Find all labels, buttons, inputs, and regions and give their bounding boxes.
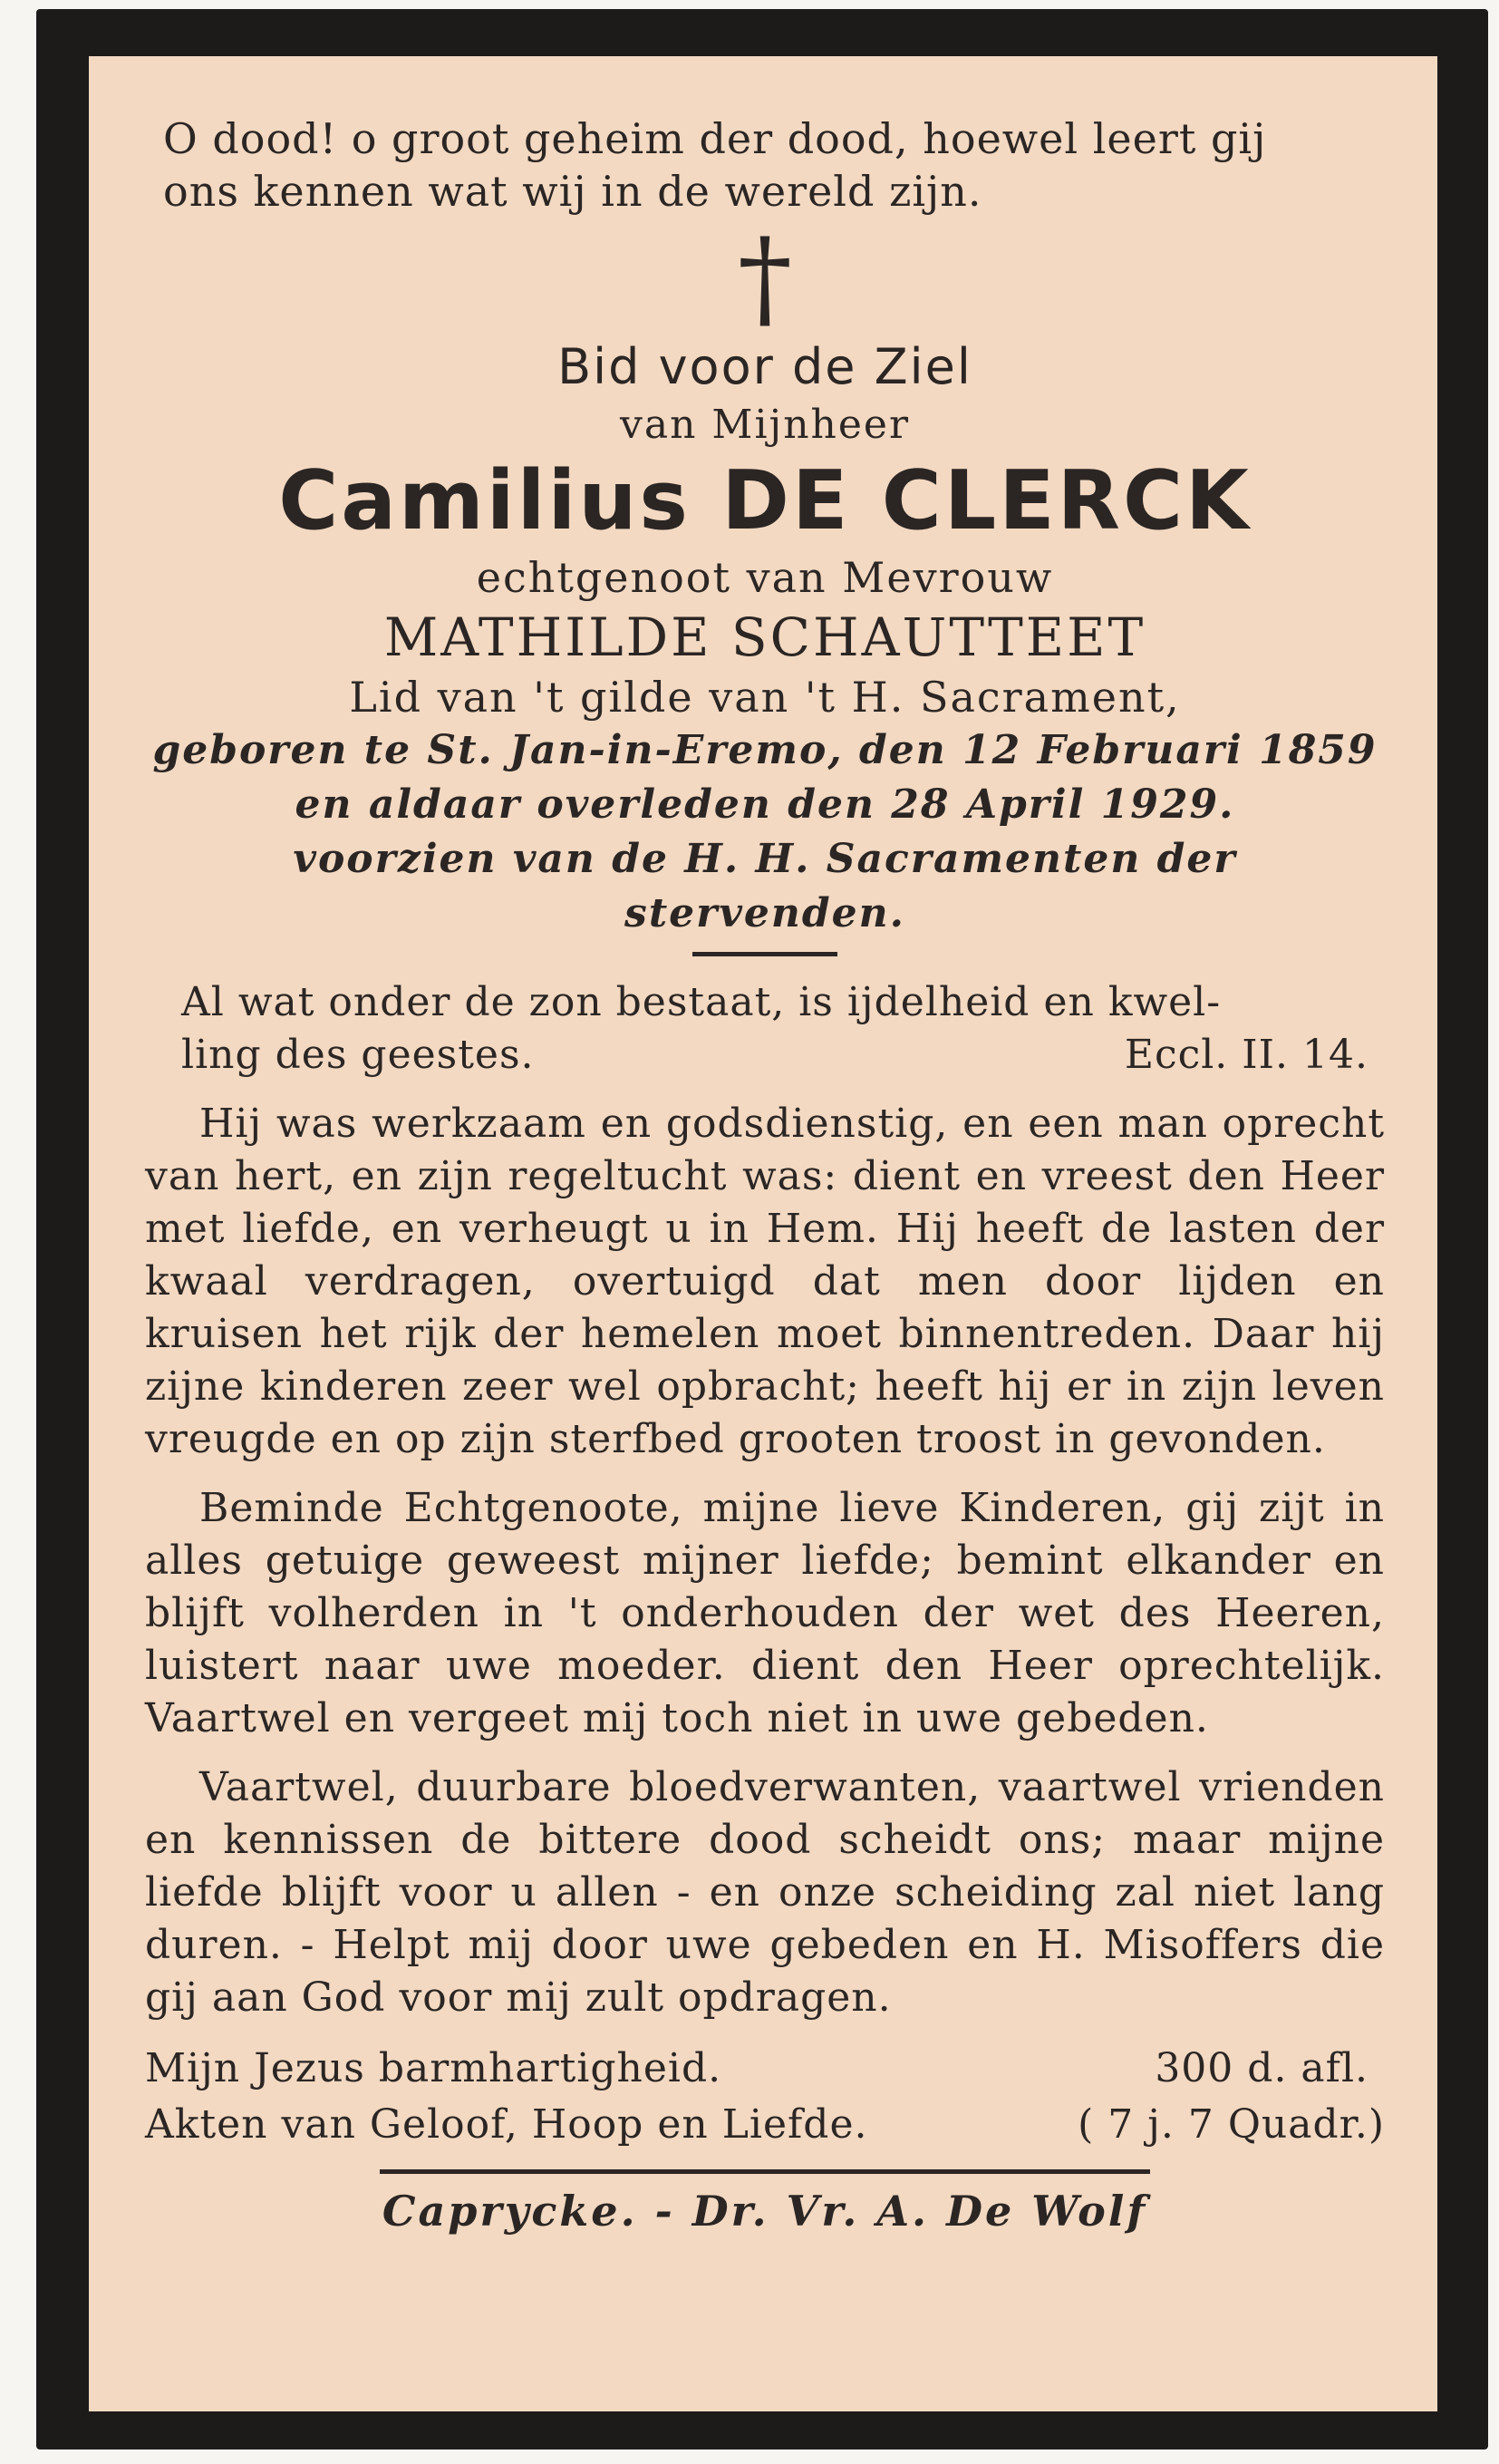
birth-line: geboren te St. Jan-in-Eremo, den 12 Februari 1859: [152, 727, 1378, 773]
scripture-quote: [145, 976, 1385, 1082]
quote-line-2: ling des geestes.: [181, 1032, 535, 1078]
spouse-intro: echtgenoot van Mevrouw: [476, 553, 1054, 602]
indulgence-prayer: Akten van Geloof, Hoop en Liefde.: [145, 2101, 868, 2148]
title-prefix: van Mijnheer: [620, 402, 910, 448]
quote-line-1: Al wat onder de zon bestaat, is ijdelheid en kwel-: [181, 979, 1222, 1025]
card-paper: [89, 56, 1437, 2411]
indulgence-value: ( 7 j. 7 Quadr.): [1078, 2101, 1385, 2148]
death-line: en aldaar overleden den 28 April 1929.: [295, 781, 1235, 828]
quote-reference: Eccl. II. 14.: [1124, 1032, 1368, 1078]
printer-imprint: Caprycke. - Dr. Vr. A. De Wolf: [382, 2187, 1148, 2236]
epigraph: [163, 112, 1385, 218]
spouse-name: MATHILDE SCHAUTTEET: [383, 606, 1146, 668]
sacraments-line: voorzien van de H. H. Sacramenten der stervenden.: [293, 836, 1237, 936]
guild-membership: Lid van 't gilde van 't H. Sacrament,: [349, 673, 1181, 722]
memorial-card: [36, 9, 1488, 2449]
cross-icon: †: [738, 216, 792, 342]
epigraph-line-1: O dood! o groot geheim der dood, hoewel leert gij: [163, 114, 1267, 163]
indulgence-row: [145, 2041, 1385, 2097]
paragraph-farewell: Vaartwel, duurbare bloedverwanten, vaartwel vrienden en kennissen de bittere dood scheidt ons; maar mijne liefde blijft voor u allen - en onze scheiding zal niet lang duren. - Helpt mij door uwe gebeden en H. Misoffers die gij aan God voor mij zult opdragen.: [145, 1764, 1385, 2021]
paragraph-family: Beminde Echtgenoote, mijne lieve Kinderen, gij zijt in alles getuige geweest mijner liefde; bemint elkander en blijft volherden in 't onderhouden der wet des Heeren, luistert naar uwe moeder. dient den Heer oprechtelijk. Vaartwel en vergeet mij toch niet in uwe gebeden.: [145, 1485, 1385, 1741]
divider-long: [380, 2169, 1150, 2174]
deceased-name: Camilius DE CLERCK: [278, 453, 1252, 548]
indulgence-prayer: Mijn Jezus barmhartigheid.: [145, 2045, 722, 2091]
paragraph-virtues: Hij was werkzaam en godsdienstig, en een man oprecht van hert, en zijn regeltucht was: dient en vreest den Heer met liefde, en verheugt u in Hem. Hij heeft de lasten der kwaal verdragen, overtuigd dat men door lijden en kruisen het rijk der hemelen moet binnentreden. Daar hij zijne kinderen zeer wel opbracht; heeft hij er in zijn leven vreugde en op zijn sterfbed grooten troost in gevonden.: [145, 1101, 1385, 1462]
indulgence-value: 300 d. afl.: [1155, 2045, 1368, 2091]
prayer-heading: Bid voor de Ziel: [557, 338, 972, 395]
indulgence-row: [145, 2097, 1385, 2153]
divider-short: [692, 952, 837, 956]
epigraph-line-2: ons kennen wat wij in de wereld zijn.: [163, 167, 982, 216]
